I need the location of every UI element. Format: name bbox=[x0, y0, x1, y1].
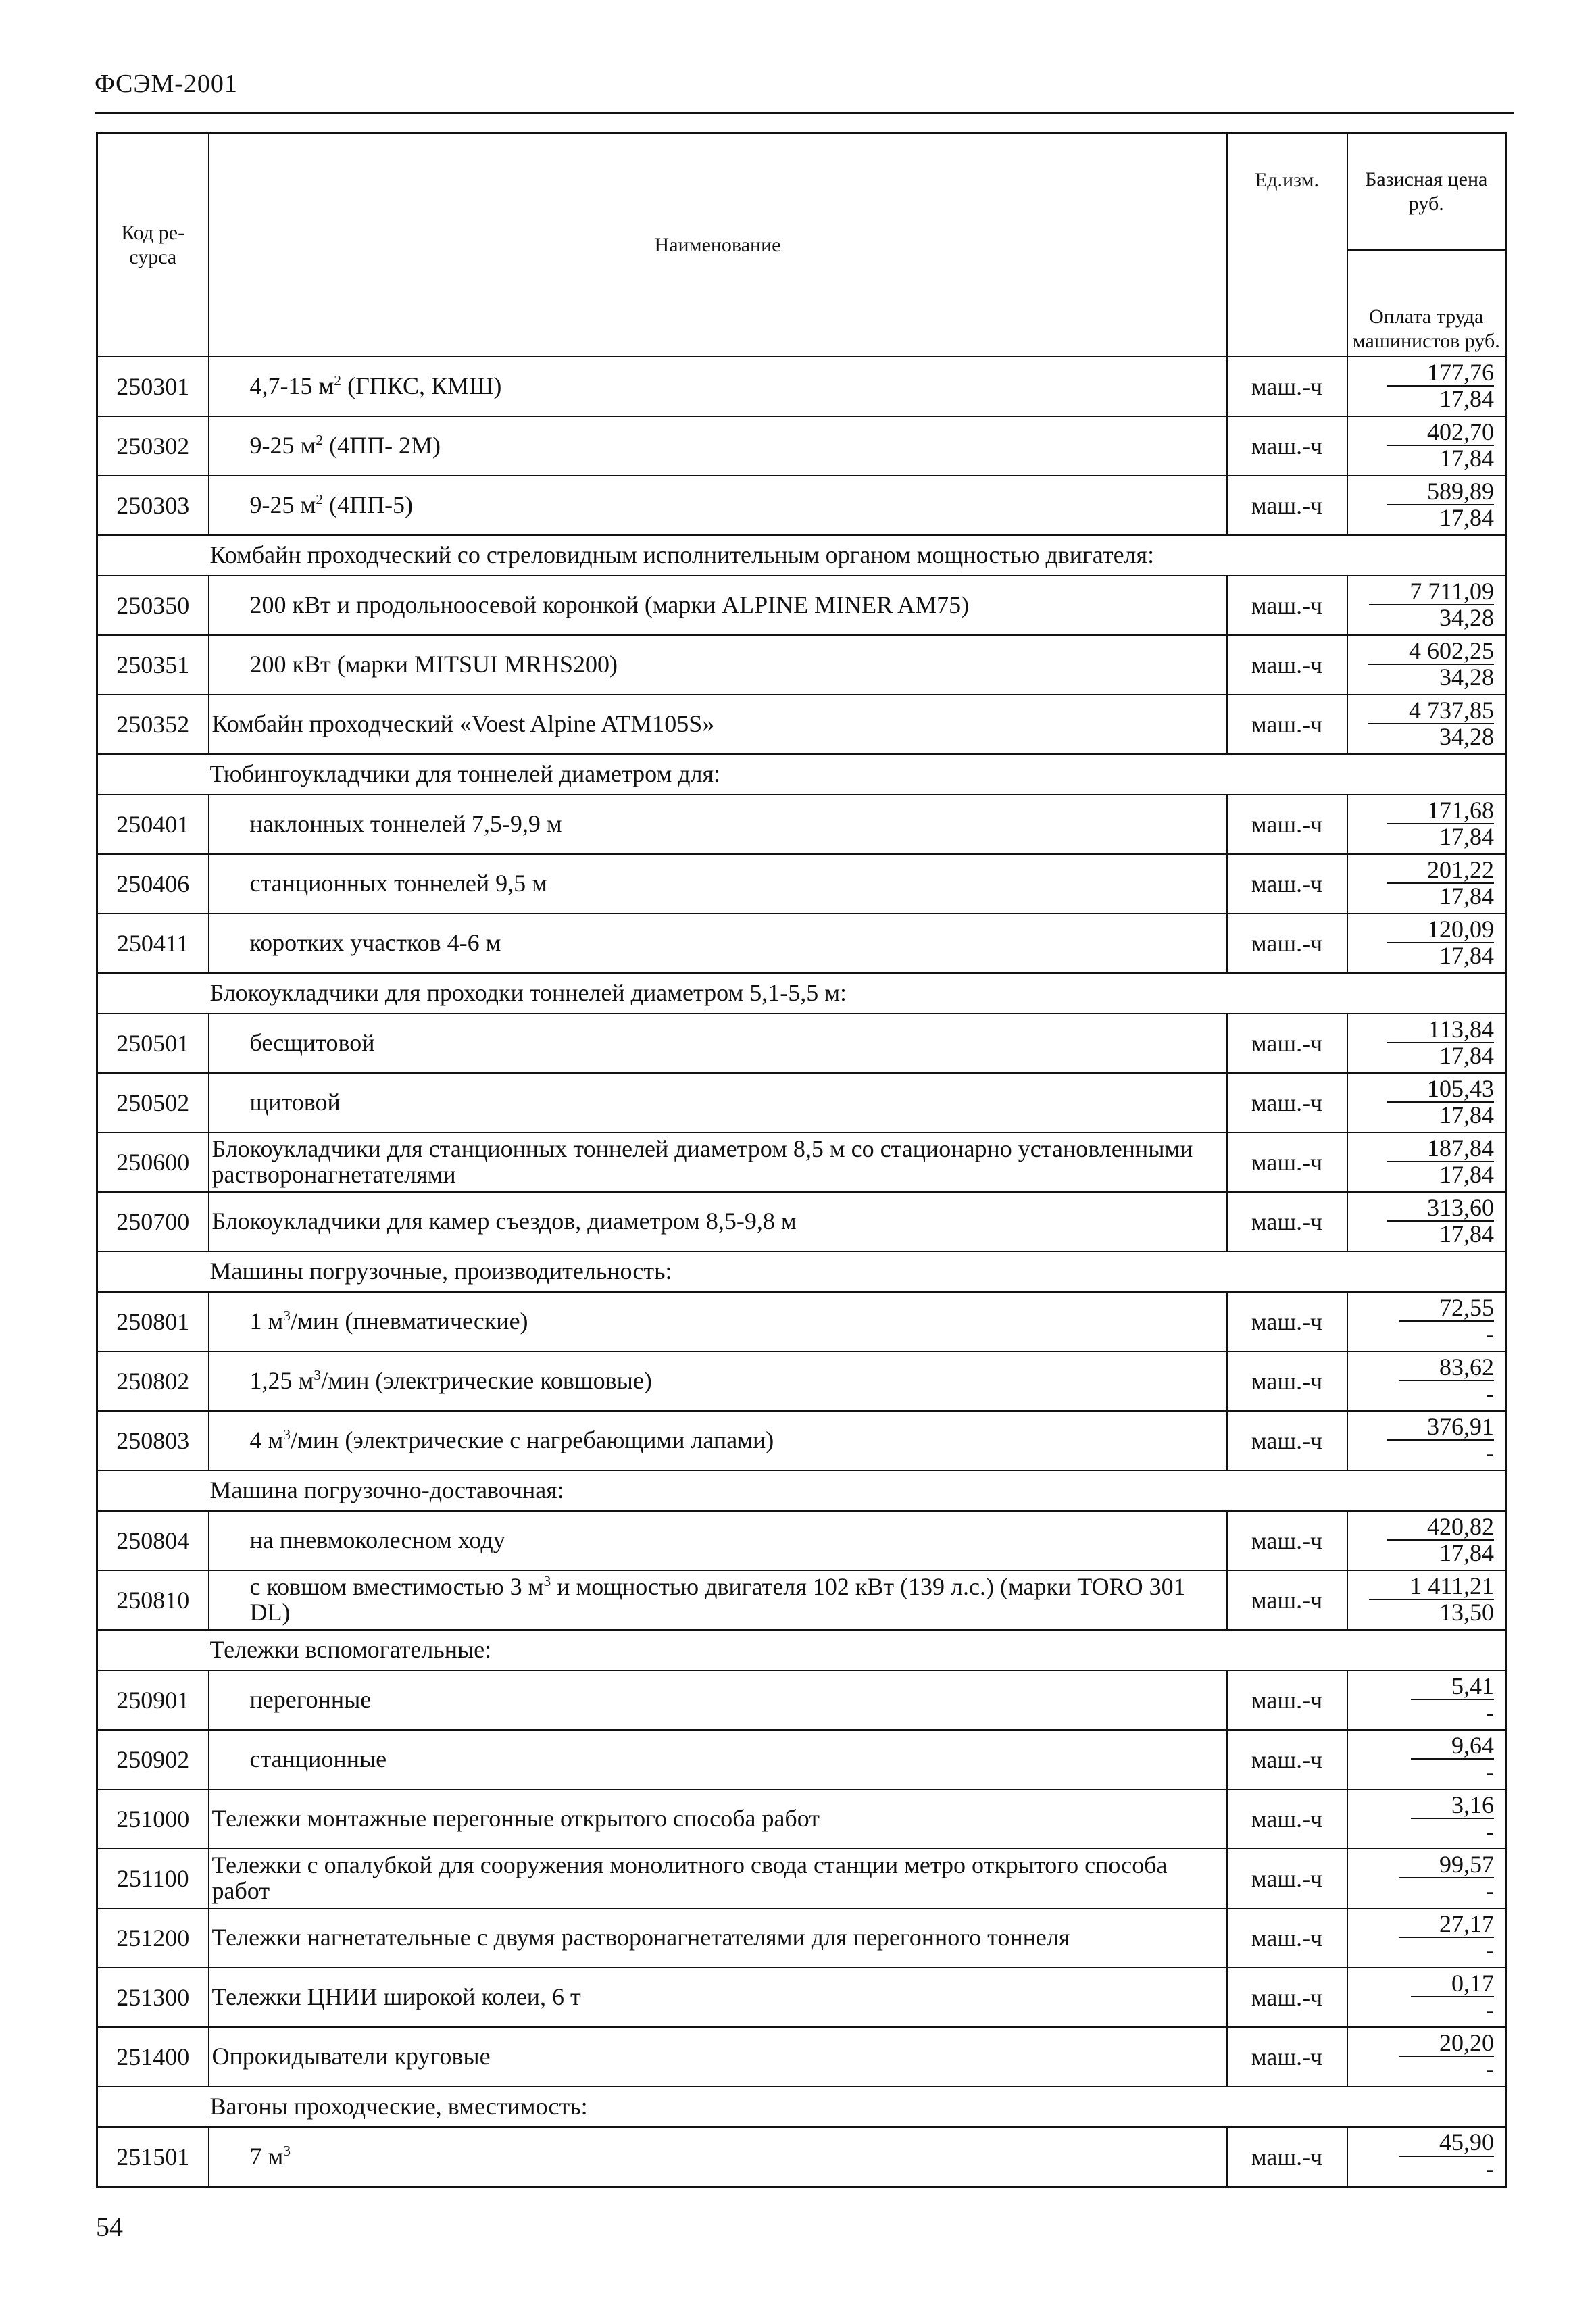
base-price: 105,43 bbox=[1387, 1076, 1494, 1103]
base-price: 313,60 bbox=[1387, 1195, 1494, 1222]
table-row bbox=[97, 1908, 1506, 1968]
base-price: 177,76 bbox=[1387, 360, 1494, 387]
table-row bbox=[97, 1132, 1506, 1192]
resource-code: 250351 bbox=[97, 635, 209, 695]
resource-code: 251100 bbox=[97, 1849, 209, 1908]
operator-wage: 34,28 bbox=[1439, 664, 1494, 691]
resource-name: на пневмоколесном ходу bbox=[209, 1511, 1227, 1570]
table-header-row bbox=[97, 134, 1506, 357]
resource-name: 1,25 $м^3$/мин (электрические ковшовые) bbox=[209, 1351, 1227, 1411]
resource-name: 1 $м^3$/мин (пневматические) bbox=[209, 1292, 1227, 1351]
resource-code: 250804 bbox=[97, 1511, 209, 1570]
table-row bbox=[97, 1511, 1506, 1570]
resource-code: 250600 bbox=[97, 1132, 209, 1192]
resource-code: 250803 bbox=[97, 1411, 209, 1470]
resource-code: 250501 bbox=[97, 1014, 209, 1073]
base-price: 113,84 bbox=[1387, 1017, 1494, 1044]
table-row bbox=[97, 416, 1506, 476]
unit-of-measure: маш.-ч bbox=[1227, 2127, 1347, 2187]
price-cell bbox=[1347, 1849, 1506, 1908]
unit-of-measure: маш.-ч bbox=[1227, 635, 1347, 695]
resource-name: 9-25 $м^2$ (4ПП- 2М) bbox=[209, 416, 1227, 476]
table-row bbox=[97, 795, 1506, 854]
resource-code: 250700 bbox=[97, 1192, 209, 1251]
resource-code: 250411 bbox=[97, 914, 209, 973]
group-heading-row bbox=[97, 535, 1506, 576]
operator-wage: - bbox=[1486, 1439, 1494, 1467]
price-cell bbox=[1347, 1570, 1506, 1630]
resource-name: Блокоукладчики для станционных тоннелей диаметром 8,5 м со стационарно установленными растворонагнетателями bbox=[209, 1132, 1227, 1192]
price-cell bbox=[1347, 1073, 1506, 1132]
resource-name: 200 кВт (марки MITSUI MRHS200) bbox=[209, 635, 1227, 695]
resource-code: 250302 bbox=[97, 416, 209, 476]
base-price: 201,22 bbox=[1387, 857, 1494, 885]
group-heading: Блокоукладчики для проходки тоннелей диаметром 5,1-5,5 м: bbox=[209, 973, 1506, 1014]
operator-wage: 17,84 bbox=[1439, 385, 1494, 413]
resource-name: перегонные bbox=[209, 1670, 1227, 1730]
base-price: 376,91 bbox=[1387, 1414, 1494, 1441]
header-divider bbox=[95, 112, 1514, 114]
resource-code: 250303 bbox=[97, 476, 209, 535]
unit-of-measure: маш.-ч bbox=[1227, 576, 1347, 635]
operator-wage: 17,84 bbox=[1439, 1220, 1494, 1248]
resource-code: 250810 bbox=[97, 1570, 209, 1630]
base-price: 1 411,21 bbox=[1369, 1574, 1494, 1601]
unit-of-measure: маш.-ч bbox=[1227, 695, 1347, 754]
operator-wage: 17,84 bbox=[1439, 445, 1494, 472]
resource-code: 250801 bbox=[97, 1292, 209, 1351]
group-heading: Машины погрузочные, производительность: bbox=[209, 1251, 1506, 1292]
base-price: 83,62 bbox=[1399, 1355, 1494, 1382]
table-row bbox=[97, 1789, 1506, 1849]
resource-name: Тележки нагнетательные с двумя растворонагнетателями для перегонного тоннеля bbox=[209, 1908, 1227, 1968]
table-row bbox=[97, 2027, 1506, 2087]
operator-wage: 17,84 bbox=[1439, 1101, 1494, 1129]
price-cell bbox=[1347, 576, 1506, 635]
operator-wage: - bbox=[1486, 1758, 1494, 1786]
operator-wage: - bbox=[1486, 1996, 1494, 2024]
document-header: ФСЭМ-2001 bbox=[95, 70, 238, 98]
price-cell bbox=[1347, 635, 1506, 695]
unit-of-measure: маш.-ч bbox=[1227, 1292, 1347, 1351]
operator-wage: - bbox=[1486, 1818, 1494, 1845]
resource-name: станционные bbox=[209, 1730, 1227, 1789]
base-price: 5,41 bbox=[1411, 1674, 1494, 1701]
base-price: 45,90 bbox=[1399, 2130, 1494, 2157]
unit-of-measure: маш.-ч bbox=[1227, 1908, 1347, 1968]
group-heading: Тележки вспомогательные: bbox=[209, 1630, 1506, 1670]
base-price: 402,70 bbox=[1387, 420, 1494, 447]
price-cell bbox=[1347, 1730, 1506, 1789]
operator-wage: 13,50 bbox=[1439, 1599, 1494, 1626]
resource-name: 4 $м^3$/мин (электрические с нагребающими лапами) bbox=[209, 1411, 1227, 1470]
group-heading-row bbox=[97, 1630, 1506, 1670]
resource-code: 250401 bbox=[97, 795, 209, 854]
base-price: 4 737,85 bbox=[1368, 698, 1494, 725]
base-price: 120,09 bbox=[1387, 917, 1494, 944]
base-price: 420,82 bbox=[1387, 1514, 1494, 1541]
resource-code: 250350 bbox=[97, 576, 209, 635]
table-row bbox=[97, 576, 1506, 635]
operator-wage: 17,84 bbox=[1439, 942, 1494, 970]
operator-wage: 17,84 bbox=[1439, 1161, 1494, 1189]
resource-code: 251400 bbox=[97, 2027, 209, 2087]
group-spacer-cell bbox=[97, 2087, 209, 2127]
price-cell bbox=[1347, 795, 1506, 854]
unit-of-measure: маш.-ч bbox=[1227, 357, 1347, 416]
resource-name: Тележки ЦНИИ широкой колеи, 6 т bbox=[209, 1968, 1227, 2027]
price-cell bbox=[1347, 695, 1506, 754]
operator-wage: - bbox=[1486, 2056, 1494, 2083]
table-row bbox=[97, 635, 1506, 695]
unit-of-measure: маш.-ч bbox=[1227, 1132, 1347, 1192]
resource-name: Опрокидыватели круговые bbox=[209, 2027, 1227, 2087]
price-cell bbox=[1347, 2127, 1506, 2187]
resource-code: 250902 bbox=[97, 1730, 209, 1789]
unit-of-measure: маш.-ч bbox=[1227, 416, 1347, 476]
base-price: 9,64 bbox=[1411, 1733, 1494, 1760]
resource-code: 250352 bbox=[97, 695, 209, 754]
unit-of-measure: маш.-ч bbox=[1227, 1014, 1347, 1073]
group-heading-row bbox=[97, 1470, 1506, 1511]
unit-of-measure: маш.-ч bbox=[1227, 795, 1347, 854]
unit-of-measure: маш.-ч bbox=[1227, 1670, 1347, 1730]
unit-of-measure: маш.-ч bbox=[1227, 476, 1347, 535]
group-spacer-cell bbox=[97, 973, 209, 1014]
table-row bbox=[97, 1968, 1506, 2027]
unit-of-measure: маш.-ч bbox=[1227, 1192, 1347, 1251]
group-heading-row bbox=[97, 1251, 1506, 1292]
table-row bbox=[97, 695, 1506, 754]
operator-wage: 17,84 bbox=[1439, 504, 1494, 532]
price-cell bbox=[1347, 1968, 1506, 2027]
resource-name: станционных тоннелей 9,5 м bbox=[209, 854, 1227, 914]
price-cell bbox=[1347, 854, 1506, 914]
base-price: 3,16 bbox=[1411, 1793, 1494, 1820]
base-price: 0,17 bbox=[1411, 1971, 1494, 1998]
price-cell bbox=[1347, 357, 1506, 416]
group-spacer-cell bbox=[97, 1470, 209, 1511]
base-price: 4 602,25 bbox=[1368, 639, 1494, 666]
group-heading: Тюбингоукладчики для тоннелей диаметром для: bbox=[209, 754, 1506, 795]
resource-code: 250901 bbox=[97, 1670, 209, 1730]
group-spacer-cell bbox=[97, 535, 209, 576]
base-price: 27,17 bbox=[1399, 1912, 1494, 1939]
group-heading-row bbox=[97, 754, 1506, 795]
unit-of-measure: маш.-ч bbox=[1227, 854, 1347, 914]
resource-code: 251300 bbox=[97, 1968, 209, 2027]
operator-wage: - bbox=[1486, 1380, 1494, 1408]
resource-name: 4,7-15 $м^2$ (ГПКС, КМШ) bbox=[209, 357, 1227, 416]
table-row bbox=[97, 1351, 1506, 1411]
resource-name: наклонных тоннелей 7,5-9,9 м bbox=[209, 795, 1227, 854]
base-price: 72,55 bbox=[1399, 1295, 1494, 1322]
column-header-operator-wage: Оплата труда машинистов руб. bbox=[1352, 305, 1500, 352]
unit-of-measure: маш.-ч bbox=[1227, 1968, 1347, 2027]
operator-wage: 17,84 bbox=[1439, 882, 1494, 910]
table-row bbox=[97, 476, 1506, 535]
table-row bbox=[97, 914, 1506, 973]
unit-of-measure: маш.-ч bbox=[1227, 914, 1347, 973]
price-cell bbox=[1347, 1411, 1506, 1470]
price-cell bbox=[1347, 1132, 1506, 1192]
group-heading: Вагоны проходческие, вместимость: bbox=[209, 2087, 1506, 2127]
resource-name: бесщитовой bbox=[209, 1014, 1227, 1073]
price-cell bbox=[1347, 1511, 1506, 1570]
group-spacer-cell bbox=[97, 1630, 209, 1670]
operator-wage: - bbox=[1486, 1320, 1494, 1348]
table-row bbox=[97, 1730, 1506, 1789]
group-heading-row bbox=[97, 2087, 1506, 2127]
unit-of-measure: маш.-ч bbox=[1227, 1789, 1347, 1849]
base-price: 20,20 bbox=[1399, 2031, 1494, 2058]
price-cell bbox=[1347, 2027, 1506, 2087]
column-header-unit: Ед.изм. bbox=[1227, 134, 1347, 357]
resource-name: с ковшом вместимостью 3 $м^3$ и мощностью двигателя 102 кВт (139 л.с.) (марки TORO 301 DL) bbox=[209, 1570, 1227, 1630]
table-row bbox=[97, 1849, 1506, 1908]
page-number: 54 bbox=[96, 2212, 123, 2242]
price-cell bbox=[1347, 1908, 1506, 1968]
base-price: 589,89 bbox=[1387, 479, 1494, 506]
table-row bbox=[97, 1073, 1506, 1132]
column-header-base-price: Базисная цена руб. bbox=[1348, 134, 1505, 251]
table-row bbox=[97, 2127, 1506, 2187]
operator-wage: 17,84 bbox=[1439, 1042, 1494, 1070]
base-price: 187,84 bbox=[1387, 1136, 1494, 1163]
unit-of-measure: маш.-ч bbox=[1227, 1411, 1347, 1470]
unit-of-measure: маш.-ч bbox=[1227, 1849, 1347, 1908]
resource-code: 251000 bbox=[97, 1789, 209, 1849]
resource-code: 250406 bbox=[97, 854, 209, 914]
base-price: 99,57 bbox=[1399, 1852, 1494, 1879]
resource-code: 250301 bbox=[97, 357, 209, 416]
operator-wage: 17,84 bbox=[1439, 823, 1494, 851]
operator-wage: 34,28 bbox=[1439, 723, 1494, 751]
price-cell bbox=[1347, 1670, 1506, 1730]
resource-name: Блокоукладчики для камер съездов, диаметром 8,5-9,8 м bbox=[209, 1192, 1227, 1251]
unit-of-measure: маш.-ч bbox=[1227, 1570, 1347, 1630]
resource-code: 250502 bbox=[97, 1073, 209, 1132]
resource-name: Тележки с опалубкой для сооружения монолитного свода станции метро открытого способа работ bbox=[209, 1849, 1227, 1908]
price-cell bbox=[1347, 1192, 1506, 1251]
table-row bbox=[97, 1192, 1506, 1251]
base-price: 7 711,09 bbox=[1369, 579, 1494, 606]
operator-wage: 17,84 bbox=[1439, 1539, 1494, 1567]
unit-of-measure: маш.-ч bbox=[1227, 1351, 1347, 1411]
column-header-code: Код ре-сурса bbox=[97, 134, 209, 357]
table-row bbox=[97, 854, 1506, 914]
column-header-name: Наименование bbox=[209, 134, 1227, 357]
resource-name: 7 $м^3$ bbox=[209, 2127, 1227, 2187]
column-header-price bbox=[1347, 134, 1506, 357]
price-cell bbox=[1347, 476, 1506, 535]
resource-code: 251501 bbox=[97, 2127, 209, 2187]
resource-code: 251200 bbox=[97, 1908, 209, 1968]
resource-name: коротких участков 4-6 м bbox=[209, 914, 1227, 973]
unit-of-measure: маш.-ч bbox=[1227, 1511, 1347, 1570]
price-cell bbox=[1347, 914, 1506, 973]
resource-name: Тележки монтажные перегонные открытого способа работ bbox=[209, 1789, 1227, 1849]
unit-of-measure: маш.-ч bbox=[1227, 1073, 1347, 1132]
group-heading-row bbox=[97, 973, 1506, 1014]
operator-wage: - bbox=[1486, 2156, 1494, 2183]
table-row bbox=[97, 1411, 1506, 1470]
operator-wage: 34,28 bbox=[1439, 604, 1494, 632]
unit-of-measure: маш.-ч bbox=[1227, 1730, 1347, 1789]
price-cell bbox=[1347, 1014, 1506, 1073]
group-heading: Машина погрузочно-доставочная: bbox=[209, 1470, 1506, 1511]
table-row bbox=[97, 1014, 1506, 1073]
table-row bbox=[97, 1670, 1506, 1730]
group-spacer-cell bbox=[97, 1251, 209, 1292]
resource-code: 250802 bbox=[97, 1351, 209, 1411]
operator-wage: - bbox=[1486, 1699, 1494, 1726]
resource-name: 200 кВт и продольноосевой коронкой (марки ALPINE MINER AM75) bbox=[209, 576, 1227, 635]
price-cell bbox=[1347, 1789, 1506, 1849]
resource-name: 9-25 $м^2$ (4ПП-5) bbox=[209, 476, 1227, 535]
table-row bbox=[97, 1292, 1506, 1351]
operator-wage: - bbox=[1486, 1877, 1494, 1905]
table-body bbox=[97, 357, 1506, 2187]
base-price: 171,68 bbox=[1387, 798, 1494, 825]
price-cell bbox=[1347, 416, 1506, 476]
resource-name: Комбайн проходческий «Voest Alpine ATM105S» bbox=[209, 695, 1227, 754]
resource-name: щитовой bbox=[209, 1073, 1227, 1132]
table-row bbox=[97, 357, 1506, 416]
group-heading: Комбайн проходческий со стреловидным исполнительным органом мощностью двигателя: bbox=[209, 535, 1506, 576]
unit-of-measure: маш.-ч bbox=[1227, 2027, 1347, 2087]
resource-price-table bbox=[96, 132, 1507, 2188]
group-spacer-cell bbox=[97, 754, 209, 795]
operator-wage: - bbox=[1486, 1937, 1494, 1964]
price-cell bbox=[1347, 1351, 1506, 1411]
table-row bbox=[97, 1570, 1506, 1630]
price-cell bbox=[1347, 1292, 1506, 1351]
